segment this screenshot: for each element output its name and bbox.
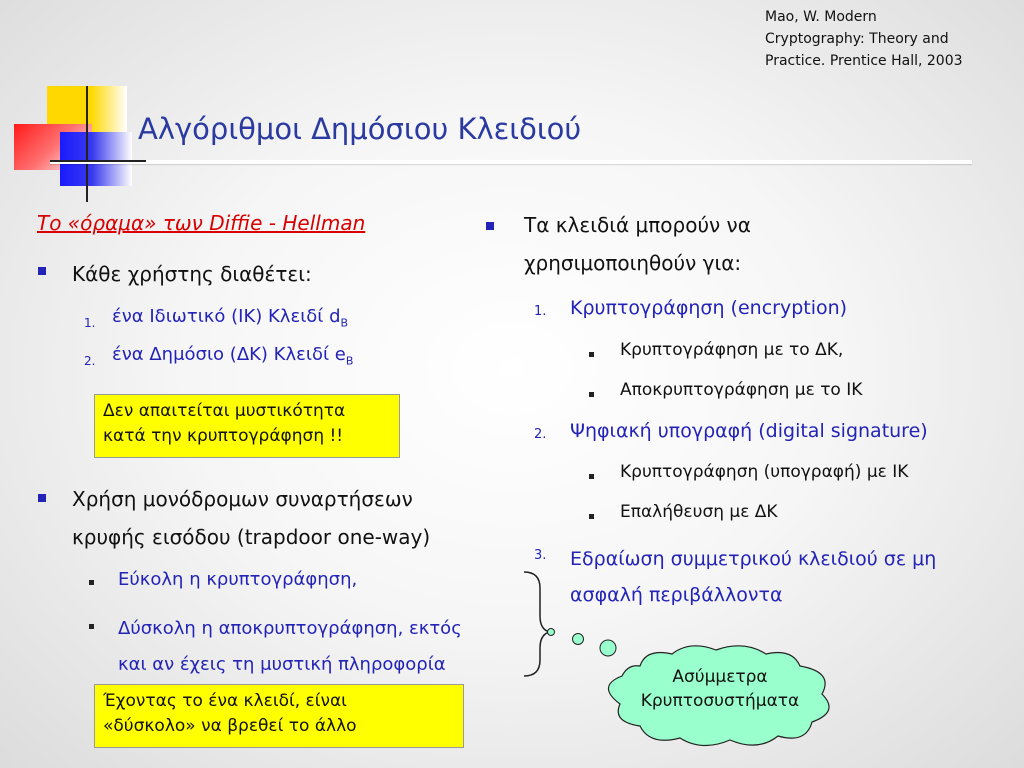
private-key-subscript: B [340,316,349,330]
public-key-text: ένα Δημόσιο (ΔΚ) Κλειδί e [112,344,346,365]
list-number: 3. [534,548,547,563]
diffie-hellman-heading: Το «όραμα» των Diffie - Hellman [37,211,366,235]
verify-with-public-key: Επαλήθευση με ΔΚ [620,502,778,522]
thought-bubble-small [548,629,555,636]
thought-bubble-medium [573,634,584,645]
bullet-line: Χρήση μονόδρομων συναρτήσεων [72,487,413,511]
bullet-line: χρησιμοποιηθούν για: [524,251,742,275]
cloud-label [620,665,820,713]
note-line: κατά την κρυπτογράφηση !! [103,426,344,446]
easy-encryption-item: Εύκολη η κρυπτογράφηση, [118,569,358,590]
note-line: «δύσκολο» να βρεθεί το άλλο [103,716,357,736]
item-line: Εδραίωση συμμετρικού κλειδιού σε μη [570,548,937,570]
list-number: 2. [534,427,547,442]
decrypt-with-private-key: Αποκρυπτογράφηση με το ΙΚ [620,380,863,400]
cloud-line: Ασύμμετρα [672,667,768,687]
note-line: Έχοντας το ένα κλειδί, είναι [103,691,347,711]
slide-title: Αλγόριθμοι Δημόσιου Κλειδιού [138,112,582,146]
note-line: Δεν απαιτείται μυστικότητα [103,401,346,421]
sub-line: Δύσκολη η αποκρυπτογράφηση, εκτός [118,618,462,639]
item-line: ασφαλή περιβάλλοντα [570,584,783,606]
public-key-subscript: B [345,354,354,368]
citation-line: Cryptography: Theory and [765,31,949,47]
list-number: 2. [84,354,96,368]
bullet-user-has: Κάθε χρήστης διαθέτει: [72,262,312,286]
citation-line: Practice. Prentice Hall, 2003 [765,53,963,69]
private-key-text: ένα Ιδιωτικό (ΙΚ) Κλειδί d [112,306,341,327]
sign-with-private-key: Κρυπτογράφηση (υπογραφή) με ΙΚ [620,462,909,482]
list-number: 1. [534,304,547,319]
sub-line: και αν έχεις τη μυστική πληροφορία [118,654,446,675]
encrypt-with-public-key: Κρυπτογράφηση με το ΔΚ, [620,340,844,360]
thought-bubble-large [600,640,616,656]
digital-signature-item: Ψηφιακή υπογραφή (digital signature) [570,420,928,442]
curly-brace [524,572,550,676]
bullet-line: κρυφής εισόδου (trapdoor one-way) [72,525,431,549]
cloud-line: Κρυπτοσυστήματα [640,691,800,711]
bullet-line: Τα κλειδιά μπορούν να [524,213,751,237]
encryption-item: Κρυπτογράφηση (encryption) [570,297,848,319]
list-number: 1. [84,316,96,330]
citation-line: Mao, W. Modern [765,9,877,25]
